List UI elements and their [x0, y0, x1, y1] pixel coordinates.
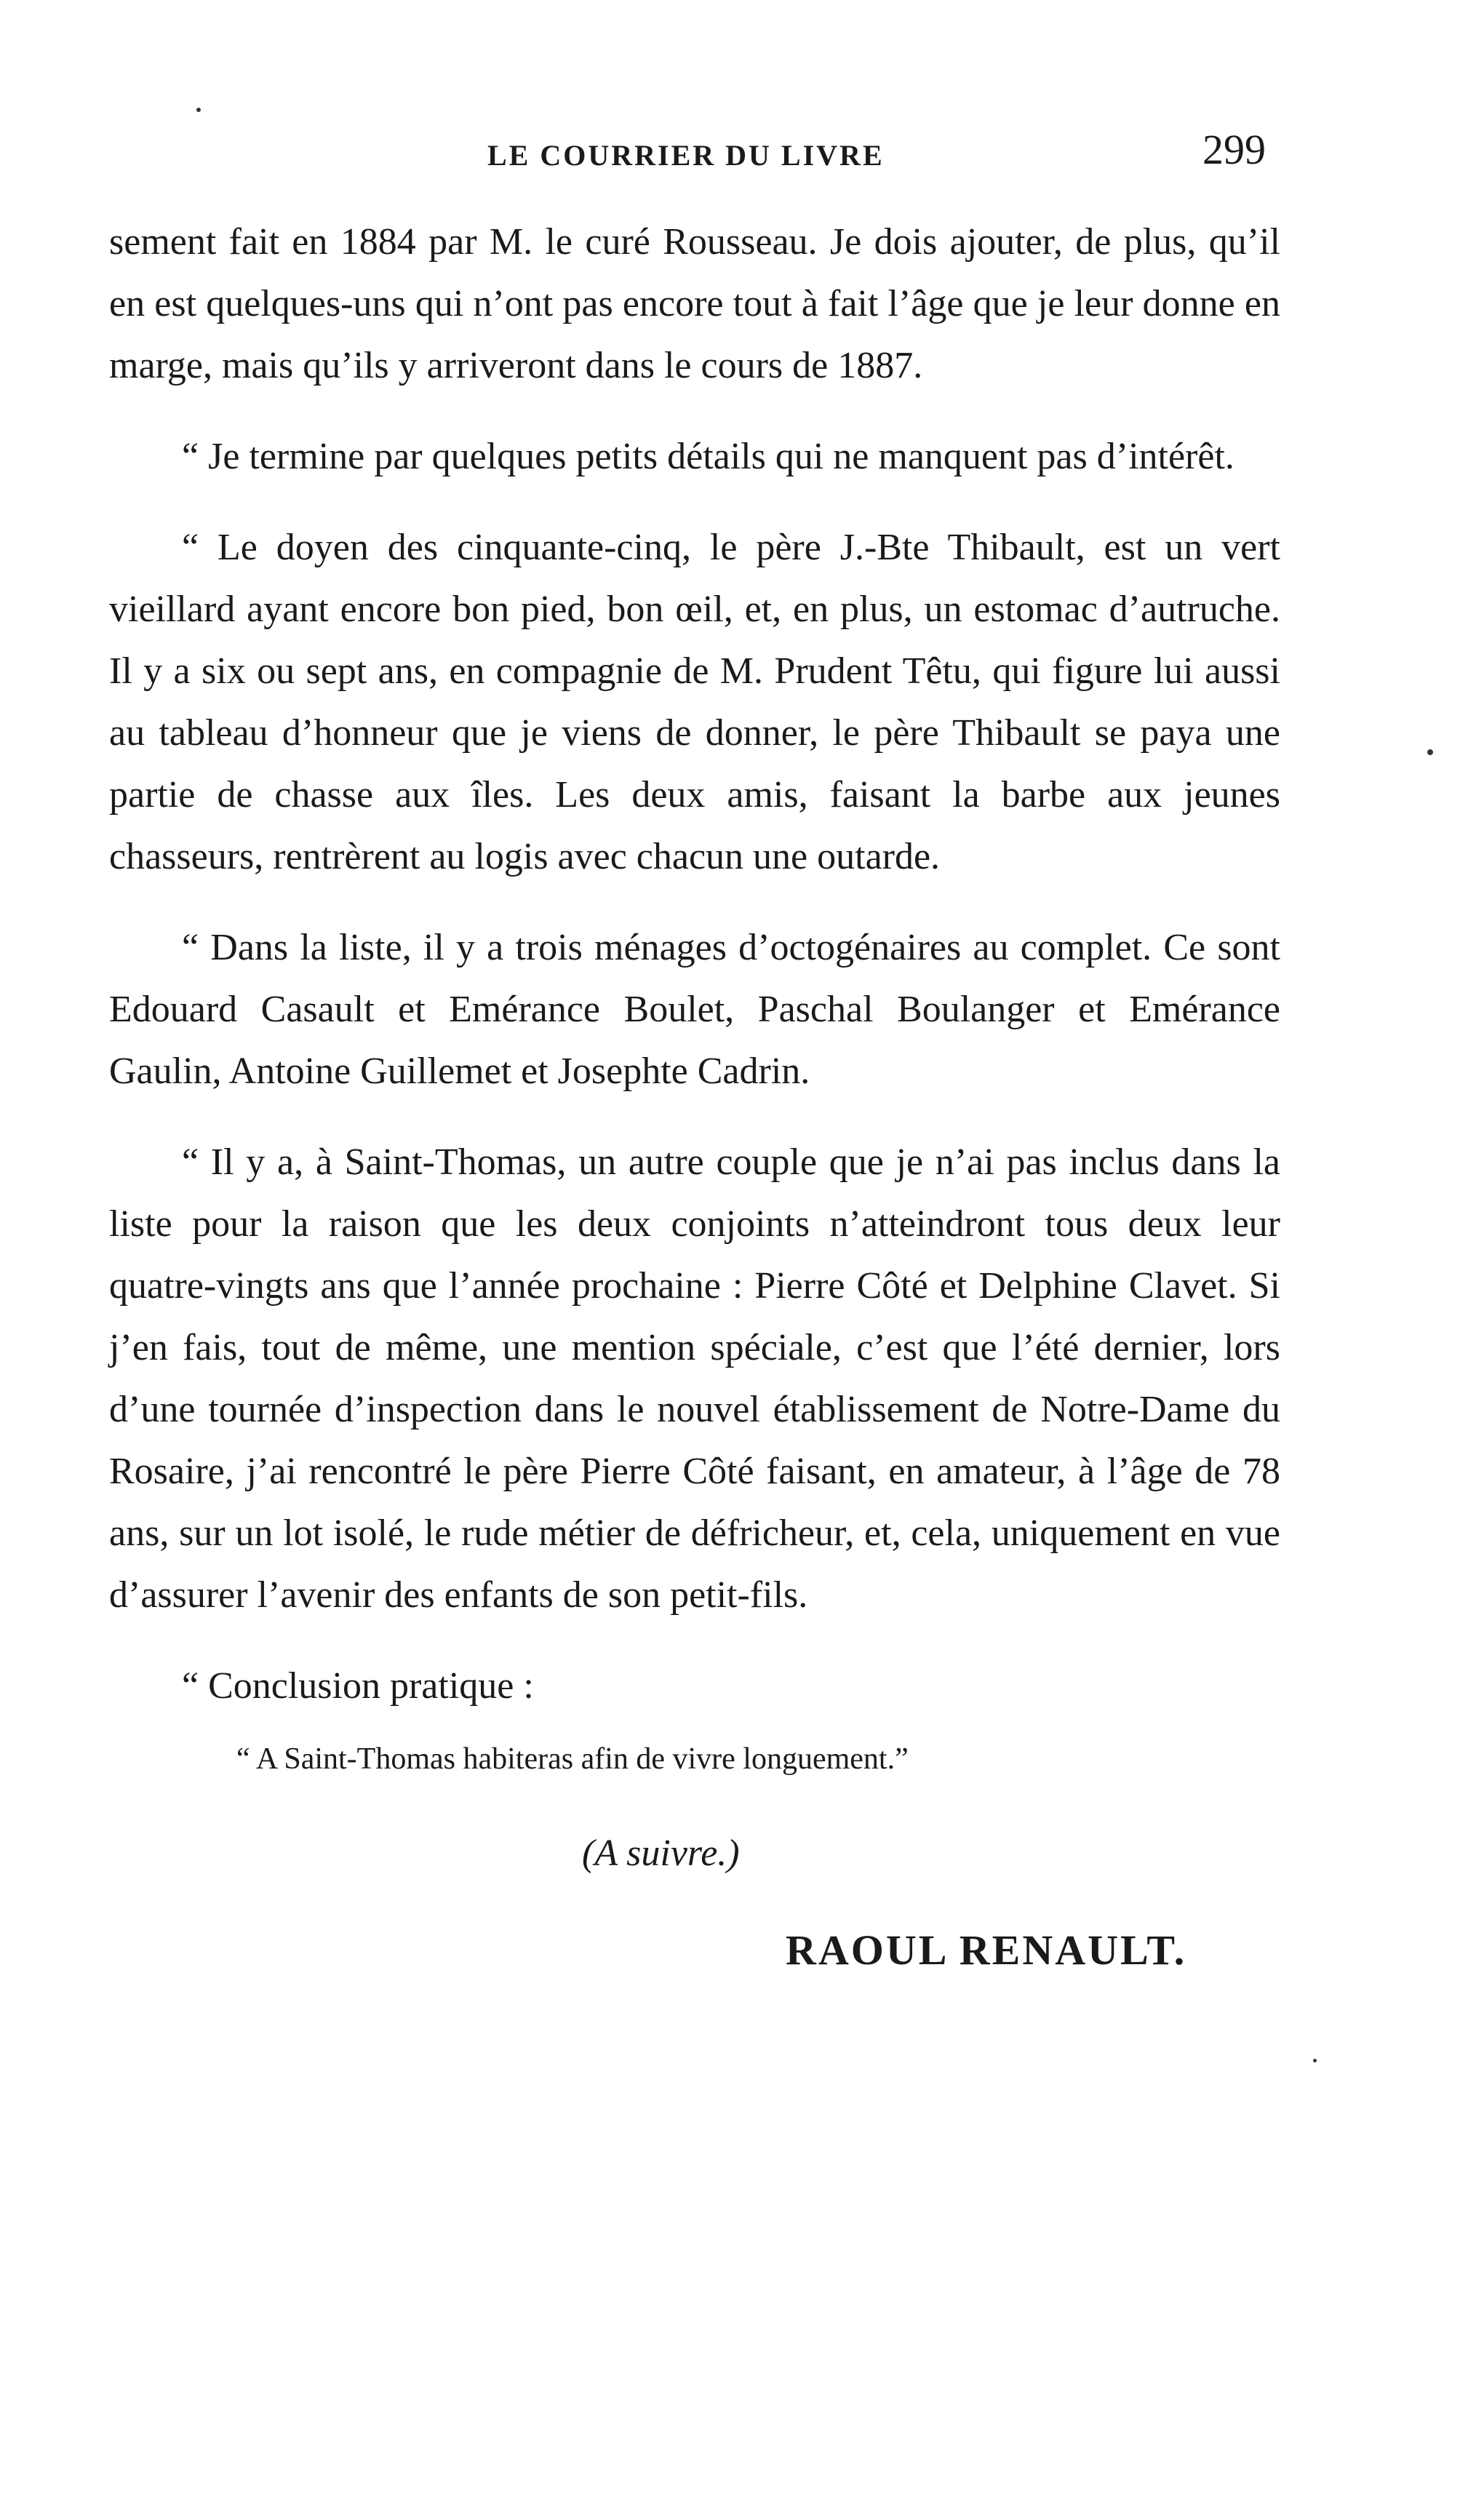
scan-speck	[1427, 749, 1433, 755]
paragraph-3: “ Le doyen des cinquante-cinq, le père J.-Bte Thibault, est un vert vieillard ayant encore bon pied, bon œil, et, en plus, un estomac d’autruche. Il y a six ou sept ans, en compagnie de M. Prudent Têtu, qui figure lui aussi au tableau d’honneur que je viens de donner, le père Thibault se paya une partie de chasse aux îles. Les deux amis, faisant la barbe aux jeunes chasseurs, rentrèrent au logis avec chacun une outarde.	[109, 527, 1280, 877]
running-title: LE COURRIER DU LIVRE	[487, 139, 885, 172]
paragraph-5: “ Il y a, à Saint-Thomas, un autre couple que je n’ai pas inclus dans la liste pour la raison que les deux conjoints n’atteindront tous deux leur quatre-vingts ans que l’année prochaine : Pierre Côté et Delphine Clavet. Si j’en fais, tout de même, une mention spéciale, c’est que l’été dernier, lors d’une tournée d’inspection dans le nouvel établissement de Notre-Dame du Rosaire, j’ai rencontré le père Pierre Côté faisant, en amateur, à l’âge de 78 ans, sur un lot isolé, le rude métier de défricheur, et, cela, uniquement en vue d’assurer l’avenir des enfants de son petit-fils.	[109, 1141, 1280, 1616]
page	[109, 109, 1280, 1974]
paragraph-4: “ Dans la liste, il y a trois ménages d’octogénaires au complet. Ce sont Edouard Casault et Emérance Boulet, Paschal Boulanger et Emérance Gaulin, Antoine Guillemet et Josephte Cadrin.	[109, 927, 1280, 1092]
scan-speck	[196, 108, 201, 112]
body-text	[109, 211, 1280, 1717]
author-signature: RAOUL RENAULT.	[786, 1926, 1187, 1974]
paragraph-1: sement fait en 1884 par M. le curé Rousseau. Je dois ajouter, de plus, qu’il en est quelques-uns qui n’ont pas encore tout à fait l’âge que je leur donne en marge, mais qu’ils y arriveront dans le cours de 1887.	[109, 221, 1280, 386]
page-number: 299	[1202, 126, 1266, 173]
scan-speck	[1313, 2059, 1317, 2062]
page-header	[109, 109, 1280, 196]
paragraph-6: “ Conclusion pratique :	[182, 1665, 534, 1707]
continuation-note: (A suivre.)	[582, 1833, 740, 1874]
paragraph-2: “ Je termine par quelques petits détails qui ne manquent pas d’intérêt.	[182, 436, 1234, 477]
motto-quote: “ A Saint-Thomas habiteras afin de vivre longuement.”	[236, 1742, 909, 1776]
